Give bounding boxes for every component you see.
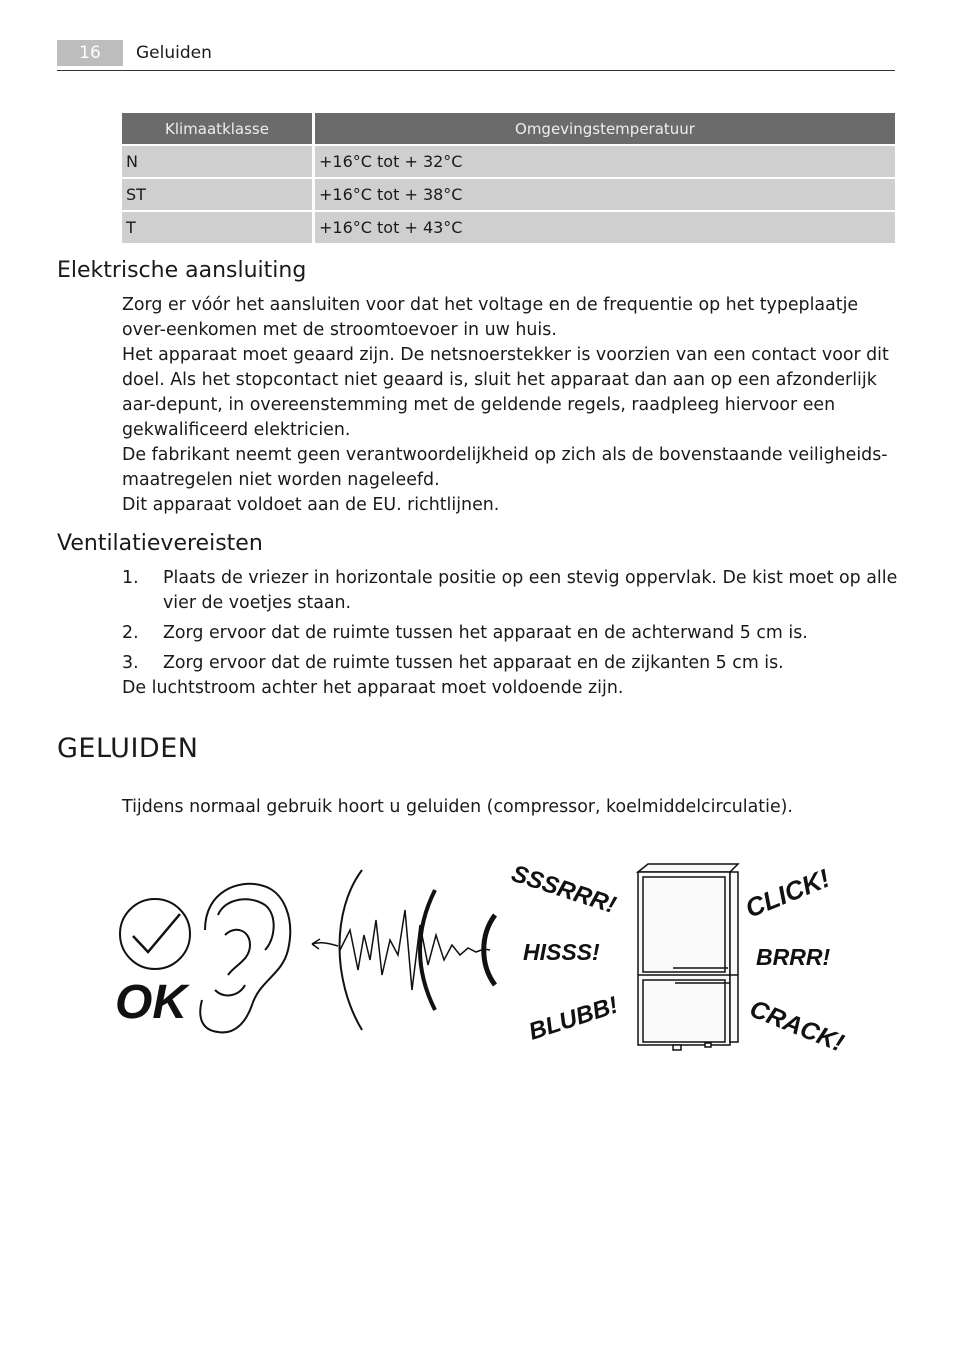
sounds-illustration (100, 850, 860, 1060)
table-cell: ST (122, 179, 315, 210)
ok-label: OK (115, 976, 187, 1029)
step-number: 3. (122, 653, 139, 673)
list-item (122, 621, 898, 646)
electrical-text (122, 293, 898, 518)
table-row (122, 212, 895, 243)
ear-icon (200, 884, 290, 1033)
column-header: Klimaatklasse (122, 113, 315, 144)
paragraph: Dit apparaat voldoet aan de EU. richtlijnen. (122, 495, 500, 515)
table-cell: +16°C tot + 43°C (315, 212, 895, 243)
list-item (122, 651, 898, 676)
check-circle-icon (120, 899, 190, 969)
sound-word: BRRR! (756, 944, 831, 970)
fridge-icon (638, 864, 738, 1050)
sound-word: CRACK! (745, 994, 848, 1058)
sounds-intro: Tijdens normaal gebruik hoort u geluiden (compressor, koelmiddelcirculatie). (122, 797, 793, 817)
list-item (122, 566, 898, 616)
step-text: Zorg ervoor dat de ruimte tussen het apparaat en de zijkanten 5 cm is. (163, 653, 784, 673)
sound-word: HISSS! (523, 939, 600, 965)
section-heading-ventilation: Ventilatievereisten (57, 531, 263, 556)
step-text: Zorg ervoor dat de ruimte tussen het apparaat en de achterwand 5 cm is. (163, 623, 808, 643)
page-header (57, 40, 895, 71)
step-number: 1. (122, 568, 139, 588)
section-heading-electrical: Elektrische aansluiting (57, 258, 307, 283)
table-row (122, 179, 895, 210)
sound-word: SSSRRR! (508, 860, 620, 920)
arrow-left-icon (312, 939, 338, 949)
ventilation-steps (122, 566, 898, 681)
table-cell: T (122, 212, 315, 243)
paragraph: Zorg er vóór het aansluiten voor dat het voltage en de frequentie op het typeplaatje over-eenkomen met de stroomtoevoer in uw huis. (122, 295, 859, 340)
step-text: Plaats de vriezer in horizontale positie op een stevig oppervlak. De kist moet op alle vier de voetjes staan. (163, 568, 898, 613)
section-heading-sounds: GELUIDEN (57, 733, 199, 764)
ventilation-note: De luchtstroom achter het apparaat moet voldoende zijn. (122, 678, 624, 698)
table-row (122, 146, 895, 177)
paragraph: De fabrikant neemt geen verantwoordelijkheid op zich als de bovenstaande veiligheids-maatregelen niet worden nageleefd. (122, 445, 888, 490)
climate-class-table (122, 111, 895, 245)
paragraph: Het apparaat moet geaard zijn. De netsnoerstekker is voorzien van een contact voor dit doel. Als het stopcontact niet geaard is, sluit het apparaat dan aan op een afzonderlijk aar-depunt, in overeenstemming met de geldende regels, raadpleeg hiervoor een gekwalificeerd elektricien. (122, 345, 889, 440)
column-header: Omgevingstemperatuur (315, 113, 895, 144)
sound-wave-icon (340, 870, 496, 1030)
sound-word: CLICK! (741, 862, 834, 924)
table-cell: +16°C tot + 32°C (315, 146, 895, 177)
step-number: 2. (122, 623, 139, 643)
running-title: Geluiden (136, 43, 212, 63)
page-number: 16 (57, 40, 123, 66)
sound-word: BLUBB! (525, 991, 622, 1046)
table-cell: +16°C tot + 38°C (315, 179, 895, 210)
table-cell: N (122, 146, 315, 177)
table-header-row (122, 113, 895, 144)
